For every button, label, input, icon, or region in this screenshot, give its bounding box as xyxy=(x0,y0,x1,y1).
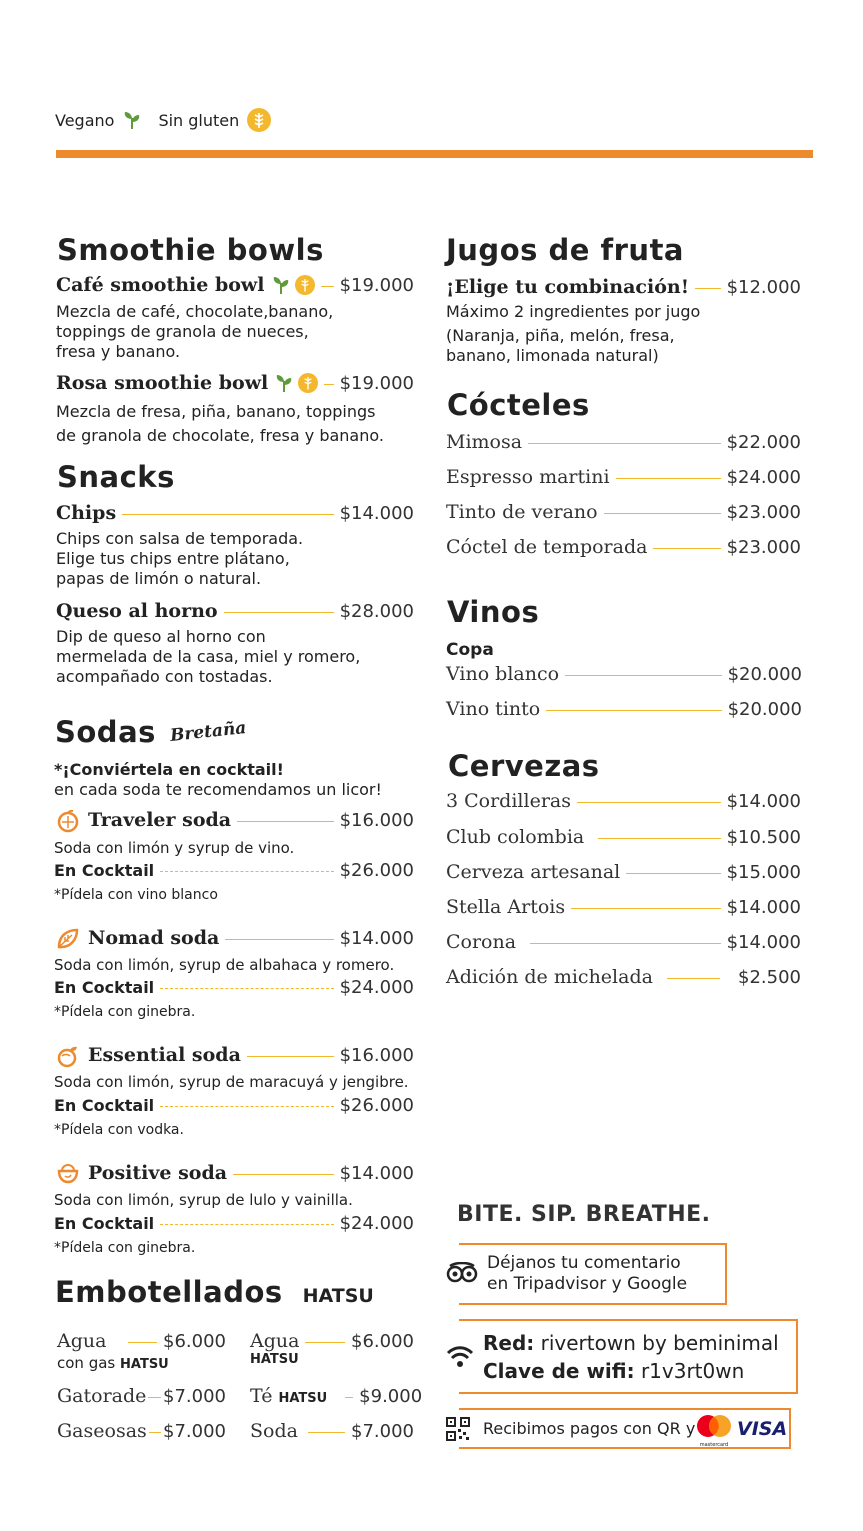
leader-line xyxy=(598,838,720,839)
leader-line xyxy=(122,514,333,515)
item-price: $14.000 xyxy=(339,928,414,949)
leader-dashed xyxy=(160,1224,333,1225)
item-name: Té xyxy=(250,1385,273,1407)
item-price: $7.000 xyxy=(351,1421,414,1442)
hatsu-logo: HATSU xyxy=(250,1352,299,1367)
cocktail-row xyxy=(54,977,414,998)
menu-item-vino-blanco xyxy=(446,663,802,685)
item-price: $16.000 xyxy=(339,1045,414,1066)
item-name: Soda xyxy=(250,1420,298,1442)
menu-item-3-cordilleras xyxy=(446,790,801,812)
item-name: 3 Cordilleras xyxy=(446,790,571,812)
legend-gluten-free-label: Sin gluten xyxy=(158,110,240,130)
item-name: Adición de michelada xyxy=(446,966,653,988)
item-price: $9.000 xyxy=(359,1386,423,1407)
desc-line: Dip de queso al horno con xyxy=(56,627,266,646)
hatsu-logo: HATSU xyxy=(120,1357,169,1372)
item-price: $22.000 xyxy=(726,432,801,453)
cocktail-row xyxy=(54,1213,414,1234)
item-name: Club colombia xyxy=(446,826,585,848)
item-name: Gaseosas xyxy=(57,1420,147,1442)
item-price: $12.000 xyxy=(726,277,801,298)
wifi-box xyxy=(459,1319,798,1394)
mastercard-logo xyxy=(695,1414,733,1448)
item-name: Traveler soda xyxy=(88,809,232,831)
sodas-title: Sodas xyxy=(55,715,156,749)
item-name: Rosa smoothie bowl xyxy=(56,372,269,394)
wifi-network-value: rivertown by beminimal xyxy=(540,1331,779,1355)
menu-item-club-colombia xyxy=(446,826,801,848)
desc-line: de granola de chocolate, fresa y banano. xyxy=(56,426,384,445)
leader-line xyxy=(626,873,720,874)
leader-line xyxy=(321,286,334,287)
leaf-icon xyxy=(122,110,142,130)
leader-line xyxy=(616,478,721,479)
bottled-te xyxy=(250,1385,423,1407)
bottled-agua-gas xyxy=(57,1330,226,1352)
item-price: $14.000 xyxy=(339,503,414,524)
bottled-header xyxy=(55,1275,374,1309)
item-description: Soda con limón, syrup de albahaca y romero. xyxy=(54,956,395,974)
leaf-icon xyxy=(271,275,291,295)
item-name: Chips xyxy=(56,502,117,524)
bottled-soda xyxy=(250,1420,414,1442)
bottled-agua xyxy=(250,1330,414,1352)
item-name: Mimosa xyxy=(446,431,523,453)
hatsu-logo: HATSU xyxy=(278,1391,328,1406)
item-price: $6.000 xyxy=(163,1331,226,1352)
leader-line xyxy=(667,978,720,979)
menu-item-juice xyxy=(446,276,801,298)
desc-line: acompañado con tostadas. xyxy=(56,667,273,686)
menu-item-espresso-martini xyxy=(446,466,801,488)
wheat-icon xyxy=(247,108,271,132)
item-description: Soda con limón, syrup de lulo y vainilla. xyxy=(54,1191,353,1209)
item-price: $19.000 xyxy=(339,373,414,394)
wifi-network xyxy=(483,1331,779,1355)
fruit-icon xyxy=(56,1044,80,1068)
pairing-tip: *Pídela con vino blanco xyxy=(54,887,218,903)
leader-line xyxy=(695,288,721,289)
menu-item-corona xyxy=(446,931,801,953)
menu-item-cafe-smoothie xyxy=(56,274,414,296)
cocktail-label: En Cocktail xyxy=(54,861,155,880)
review-box[interactable] xyxy=(459,1243,727,1305)
beers-title: Cervezas xyxy=(448,749,600,783)
soda-row xyxy=(56,1162,414,1186)
sodas-header xyxy=(55,715,246,749)
menu-item-coctel-temporada xyxy=(446,536,801,558)
leader-line xyxy=(530,943,721,944)
smoothie-title: Smoothie bowls xyxy=(57,233,324,267)
leader-line xyxy=(233,1174,333,1175)
mastercard-text: mastercard xyxy=(699,1442,729,1448)
visa-logo: VISA xyxy=(737,1418,788,1440)
sub-label: con gas xyxy=(57,1354,116,1372)
menu-item-tinto-verano xyxy=(446,501,801,523)
menu-item-chips xyxy=(56,502,414,524)
leader-line xyxy=(224,612,334,613)
leader-line xyxy=(324,384,333,385)
leader-line xyxy=(546,710,721,711)
leader-line xyxy=(653,548,720,549)
item-name: Café smoothie bowl xyxy=(56,274,265,296)
cocktail-label: En Cocktail xyxy=(54,978,155,997)
sodas-note xyxy=(54,760,382,800)
leader-line xyxy=(237,821,333,822)
item-description xyxy=(446,302,700,366)
item-name: Vino blanco xyxy=(446,663,560,685)
item-description: Soda con limón, syrup de maracuyá y jengibre. xyxy=(54,1073,409,1091)
item-price: $28.000 xyxy=(339,601,414,622)
cocktail-row xyxy=(54,1095,414,1116)
item-price: $6.000 xyxy=(351,1331,414,1352)
item-price: $10.500 xyxy=(726,827,801,848)
menu-item-vino-tinto xyxy=(446,698,802,720)
review-line: Déjanos tu comentario xyxy=(487,1253,681,1273)
menu-item-mimosa xyxy=(446,431,801,453)
item-price: $14.000 xyxy=(339,1163,414,1184)
desc-line: fresa y banano. xyxy=(56,342,181,361)
item-name: Stella Artois xyxy=(446,896,566,918)
item-description: Soda con limón y syrup de vino. xyxy=(54,839,295,857)
wifi-network-label: Red: xyxy=(483,1331,535,1355)
review-text xyxy=(487,1253,687,1295)
cocktail-price: $24.000 xyxy=(339,1213,414,1234)
leader-line xyxy=(128,1342,157,1343)
item-description xyxy=(56,302,333,362)
cocktail-row xyxy=(54,860,414,881)
leader-line xyxy=(565,675,721,676)
leader-line xyxy=(571,908,720,909)
wifi-password xyxy=(483,1359,744,1383)
leader-dashed xyxy=(160,871,333,872)
wines-subtitle: Copa xyxy=(446,640,494,660)
desc-line: Chips con salsa de temporada. xyxy=(56,529,304,548)
item-price: $2.500 xyxy=(738,967,801,988)
juices-title: Jugos de fruta xyxy=(446,233,684,267)
item-name: Vino tinto xyxy=(446,698,541,720)
leader-line xyxy=(225,939,333,940)
wheat-icon xyxy=(298,373,318,393)
payments-box xyxy=(459,1408,791,1449)
pairing-tip: *Pídela con ginebra. xyxy=(54,1004,196,1020)
soda-row xyxy=(56,809,414,833)
desc-line: Elige tus chips entre plátano, xyxy=(56,549,290,568)
item-name: Agua xyxy=(250,1330,300,1352)
leader-line xyxy=(308,1432,345,1433)
bottled-gatorade xyxy=(57,1385,226,1407)
wifi-password-label: Clave de wifi: xyxy=(483,1359,635,1383)
item-price: $14.000 xyxy=(726,932,801,953)
hatsu-logo: HATSU xyxy=(302,1285,374,1307)
wines-title: Vinos xyxy=(447,595,540,629)
wifi-password-value: r1v3rt0wn xyxy=(640,1359,745,1383)
pairing-tip: *Pídela con vodka. xyxy=(54,1122,184,1138)
cocktail-label: En Cocktail xyxy=(54,1214,155,1233)
desc-line: Máximo 2 ingredientes por jugo xyxy=(446,302,701,321)
item-name: Positive soda xyxy=(88,1162,228,1184)
leader-line xyxy=(148,1397,161,1398)
leader-line xyxy=(577,802,721,803)
item-name: Cóctel de temporada xyxy=(446,536,648,558)
menu-item-michelada xyxy=(446,966,801,988)
item-description xyxy=(56,529,303,589)
leader-line xyxy=(149,1432,161,1433)
menu-item-cerveza-artesanal xyxy=(446,861,801,883)
item-description xyxy=(56,627,360,687)
desc-line: (Naranja, piña, melón, fresa, xyxy=(446,326,675,345)
soda-row xyxy=(56,927,414,951)
item-price: $7.000 xyxy=(163,1421,226,1442)
wheat-icon xyxy=(295,275,315,295)
payments-text: Recibimos pagos con QR y xyxy=(483,1419,696,1438)
item-description xyxy=(56,400,384,448)
top-divider xyxy=(56,150,813,158)
item-name: Nomad soda xyxy=(88,927,220,949)
bottled-gaseosas xyxy=(57,1420,226,1442)
cocktail-label: En Cocktail xyxy=(54,1096,155,1115)
legend-vegan-label: Vegano xyxy=(55,110,115,130)
leader-dashed xyxy=(160,1106,333,1107)
item-price: $14.000 xyxy=(726,897,801,918)
snacks-title: Snacks xyxy=(57,460,175,494)
leader-line xyxy=(528,443,720,444)
item-price: $19.000 xyxy=(339,275,414,296)
item-price: $16.000 xyxy=(339,810,414,831)
item-sub xyxy=(57,1354,169,1372)
cocktail-price: $24.000 xyxy=(339,977,414,998)
review-line: en Tripadvisor y Google xyxy=(487,1274,688,1294)
item-price: $23.000 xyxy=(726,502,801,523)
item-price: $23.000 xyxy=(726,537,801,558)
legend xyxy=(55,108,271,132)
cocktail-price: $26.000 xyxy=(339,860,414,881)
leaf-icon xyxy=(274,373,294,393)
menu-item-stella-artois xyxy=(446,896,801,918)
item-name: Essential soda xyxy=(88,1044,241,1066)
pairing-tip: *Pídela con ginebra. xyxy=(54,1240,196,1256)
menu-item-rosa-smoothie xyxy=(56,372,414,394)
item-name: ¡Elige tu combinación! xyxy=(446,276,690,298)
note-line: *¡Conviértela en cocktail! xyxy=(54,760,284,779)
tagline: BITE. SIP. BREATHE. xyxy=(457,1202,711,1227)
menu-item-queso xyxy=(56,600,414,622)
leader-dashed xyxy=(160,988,333,989)
bowl-icon xyxy=(56,1162,80,1186)
desc-line: Mezcla de café, chocolate,banano, xyxy=(56,302,334,321)
item-name: Agua xyxy=(57,1330,107,1352)
item-name: Tinto de verano xyxy=(446,501,598,523)
item-price: $15.000 xyxy=(726,862,801,883)
desc-line: banano, limonada natural) xyxy=(446,346,659,365)
bretana-logo: Bretaña xyxy=(169,718,248,746)
item-name: Gatorade xyxy=(57,1385,147,1407)
cocktail-price: $26.000 xyxy=(339,1095,414,1116)
item-price: $24.000 xyxy=(726,467,801,488)
desc-line: papas de limón o natural. xyxy=(56,569,262,588)
orange-icon xyxy=(56,809,80,833)
leader-line xyxy=(247,1056,334,1057)
item-name: Corona xyxy=(446,931,517,953)
item-name: Espresso martini xyxy=(446,466,610,488)
item-price: $14.000 xyxy=(726,791,801,812)
item-name: Queso al horno xyxy=(56,600,218,622)
leaf-icon xyxy=(56,927,80,951)
desc-line: toppings de granola de nueces, xyxy=(56,322,309,341)
leader-line xyxy=(305,1342,345,1343)
cocktails-title: Cócteles xyxy=(447,388,590,422)
soda-row xyxy=(56,1044,414,1068)
leader-line xyxy=(604,513,721,514)
bottled-title: Embotellados xyxy=(55,1275,283,1309)
item-price: $20.000 xyxy=(727,664,802,685)
desc-line: mermelada de la casa, miel y romero, xyxy=(56,647,361,666)
desc-line: Mezcla de fresa, piña, banano, toppings xyxy=(56,402,376,421)
note-line: en cada soda te recomendamos un licor! xyxy=(54,780,382,799)
leader-line xyxy=(345,1397,353,1398)
item-name: Cerveza artesanal xyxy=(446,861,621,883)
item-price: $7.000 xyxy=(163,1386,226,1407)
item-price: $20.000 xyxy=(727,699,802,720)
